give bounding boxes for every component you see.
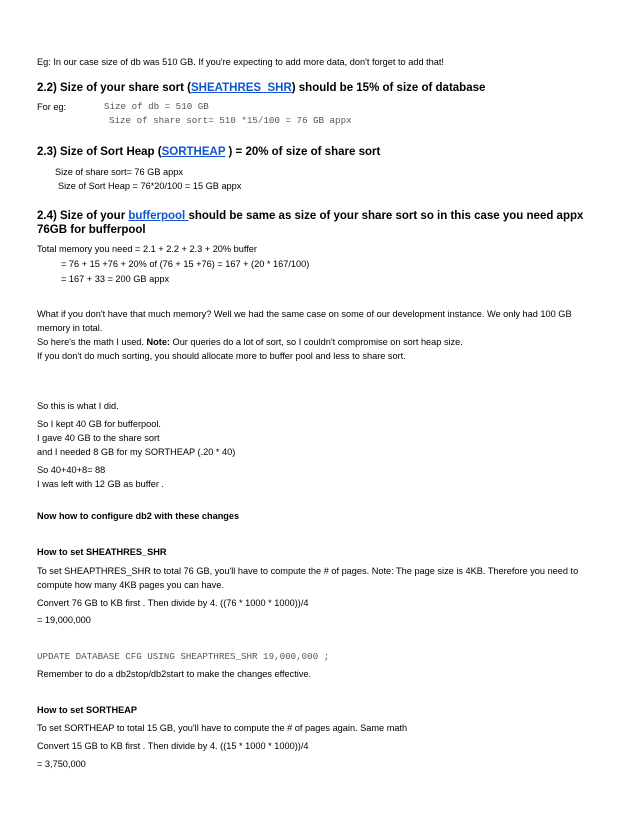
for-eg-label: For eg: bbox=[37, 102, 67, 112]
heading-share-sort bbox=[37, 81, 485, 95]
sortheap-heading: How to set SORTHEAP bbox=[37, 705, 138, 715]
configure-heading: Now how to configure db2 with these changes bbox=[37, 511, 240, 521]
sortheap-text: To set SORTHEAP to total 15 GB, you'll have to compute the # of pages again. Same math bbox=[37, 723, 408, 733]
paragraph-sorting: If you don't do much sorting, you should allocate more to buffer pool and less to share sort. bbox=[37, 351, 406, 361]
intro-text: Eg: In our case size of db was 510 GB. If you're expecting to add more data, don't forget to add that! bbox=[37, 57, 444, 67]
link-bufferpool[interactable]: bufferpool bbox=[128, 210, 189, 222]
sortheap-convert: Convert 15 GB to KB first . Then divide by 4. ((15 * 1000 * 1000))/4 bbox=[37, 741, 309, 751]
body-line: = 167 + 33 = 200 GB appx bbox=[61, 274, 170, 284]
heading-sort-heap bbox=[37, 145, 380, 159]
code-line: Size of db = 510 GB bbox=[104, 101, 209, 112]
heading-text: ) should be 15% of size of database bbox=[291, 82, 486, 94]
shr-heading: How to set SHEATHRES_SHR bbox=[37, 547, 167, 557]
heading-text: ) = 20% of size of share sort bbox=[225, 146, 381, 158]
link-sortheap[interactable]: SORTHEAP bbox=[161, 146, 226, 158]
body-line: So 40+40+8= 88 bbox=[37, 465, 106, 475]
code-line: Size of share sort= 510 *15/100 = 76 GB appx bbox=[109, 115, 352, 126]
body-text: Our queries do a lot of sort, so I couldn't compromise on sort heap size. bbox=[170, 337, 463, 347]
body-line: I gave 40 GB to the share sort bbox=[37, 433, 160, 443]
shr-convert: Convert 76 GB to KB first . Then divide by 4. ((76 * 1000 * 1000))/4 bbox=[37, 598, 309, 608]
body-line: Size of share sort= 76 GB appx bbox=[55, 167, 183, 177]
paragraph-math bbox=[37, 336, 463, 348]
body-line: So I kept 40 GB for bufferpool. bbox=[37, 419, 161, 429]
body-line: Total memory you need = 2.1 + 2.2 + 2.3 + 20% buffer bbox=[37, 244, 257, 254]
note-label: Note: bbox=[146, 337, 170, 347]
body-line: So this is what I did. bbox=[37, 401, 119, 411]
heading-text: 2.3) Size of Sort Heap ( bbox=[37, 146, 162, 158]
paragraph-memory: What if you don't have that much memory? Well we had the same case on some of our development instance. We only had 100 GB memory in total. bbox=[37, 309, 572, 333]
heading-text: should be same as size of your share sort so in this case you need appx 76GB for bufferpool bbox=[37, 210, 584, 236]
link-sheathres-shr[interactable]: SHEATHRES_SHR bbox=[191, 82, 292, 94]
shr-remember: Remember to do a db2stop/db2start to make the changes effective. bbox=[37, 669, 312, 679]
body-text: So here's the math I used. bbox=[37, 337, 147, 347]
shr-command: UPDATE DATABASE CFG USING SHEAPTHRES_SHR 19,000,000 ; bbox=[37, 651, 330, 662]
body-line: Size of Sort Heap = 76*20/100 = 15 GB appx bbox=[58, 181, 242, 191]
body-line: = 76 + 15 +76 + 20% of (76 + 15 +76) = 167 + (20 * 167/100) bbox=[61, 259, 310, 269]
heading-text: 2.4) Size of your bbox=[37, 210, 129, 222]
sortheap-result: = 3,750,000 bbox=[37, 759, 86, 769]
shr-result: = 19,000,000 bbox=[37, 615, 91, 625]
heading-text: 2.2) Size of your share sort ( bbox=[37, 82, 192, 94]
body-line: I was left with 12 GB as buffer . bbox=[37, 479, 164, 489]
heading-bufferpool bbox=[37, 209, 602, 237]
shr-text: To set SHEAPTHRES_SHR to total 76 GB, you'll have to compute the # of pages. Note: The page size is 4KB. Therefore you need to compute how many 4KB pages you can have. bbox=[37, 566, 579, 590]
body-line: and I needed 8 GB for my SORTHEAP (.20 * 40) bbox=[37, 447, 236, 457]
